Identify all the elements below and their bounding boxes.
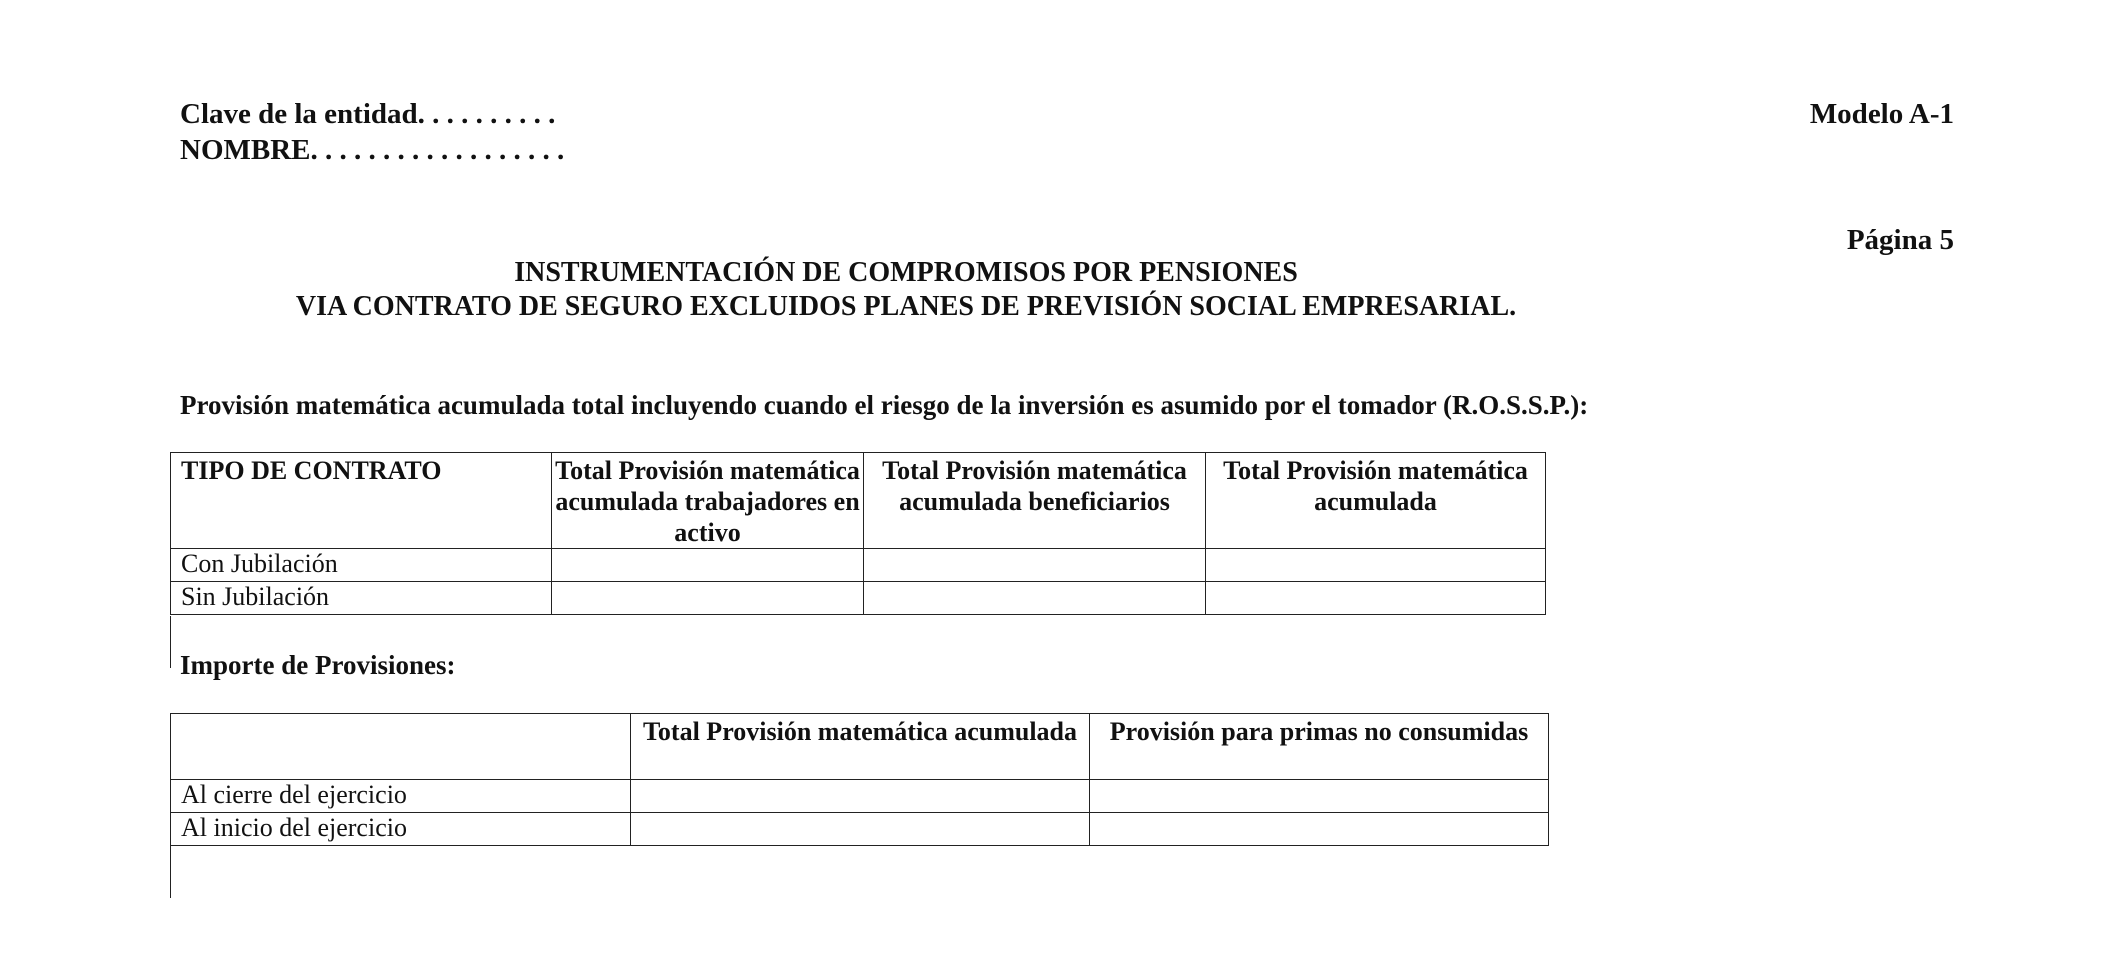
- table-cell[interactable]: [631, 780, 1090, 813]
- table-cell[interactable]: [1090, 780, 1549, 813]
- entity-code-label: Clave de la entidad. . . . . . . . . .: [180, 98, 556, 130]
- table-cell[interactable]: [552, 582, 864, 615]
- header-beneficiaries: Total Provisión matemática acumulada beneficiarios: [864, 453, 1206, 549]
- page-number: Página 5: [1846, 224, 1954, 256]
- row-label: Al cierre del ejercicio: [171, 780, 631, 813]
- title-line-2: VIA CONTRATO DE SEGURO EXCLUIDOS PLANES DE PREVISIÓN SOCIAL EMPRESARIAL.: [295, 291, 1517, 322]
- header-empty: [171, 714, 631, 780]
- document-title: [180, 256, 1960, 324]
- provisions-amount-table: [170, 713, 1549, 846]
- table-cell[interactable]: [1090, 813, 1549, 846]
- pension-provision-table: [170, 452, 1546, 615]
- table-header-row: [171, 714, 1549, 780]
- table-header-row: [171, 453, 1546, 549]
- row-label: Sin Jubilación: [171, 582, 552, 615]
- row-label: Al inicio del ejercicio: [171, 813, 631, 846]
- table-row: [171, 780, 1549, 813]
- table-cell[interactable]: [631, 813, 1090, 846]
- title-line-1: INSTRUMENTACIÓN DE COMPROMISOS POR PENSIONES: [514, 257, 1298, 288]
- table-cell[interactable]: [1206, 549, 1546, 582]
- header-contract-type: TIPO DE CONTRATO: [171, 453, 552, 549]
- header-total-provision: Total Provisión matemática acumulada: [1206, 453, 1546, 549]
- table-row: [171, 582, 1546, 615]
- table-cell[interactable]: [1206, 582, 1546, 615]
- section2-label: Importe de Provisiones:: [180, 650, 456, 680]
- table-row: [171, 813, 1549, 846]
- header-total-provision: Total Provisión matemática acumulada: [631, 714, 1090, 780]
- margin-tick: [170, 846, 171, 898]
- table-cell[interactable]: [552, 549, 864, 582]
- model-label: Modelo A-1: [1809, 98, 1954, 130]
- margin-tick: [170, 505, 171, 547]
- table-row: [171, 549, 1546, 582]
- row-label: Con Jubilación: [171, 549, 552, 582]
- margin-tick: [170, 616, 171, 668]
- section1-label: Provisión matemática acumulada total incluyendo cuando el riesgo de la inversión es asumido por el tomador (R.O.S.S.P.):: [180, 390, 1589, 420]
- entity-name-label: NOMBRE. . . . . . . . . . . . . . . . . .: [180, 134, 565, 166]
- header-unearned-premiums: Provisión para primas no consumidas: [1090, 714, 1549, 780]
- table-cell[interactable]: [864, 582, 1206, 615]
- margin-tick: [170, 765, 171, 807]
- header-active-workers: Total Provisión matemática acumulada trabajadores en activo: [552, 453, 864, 549]
- table-cell[interactable]: [864, 549, 1206, 582]
